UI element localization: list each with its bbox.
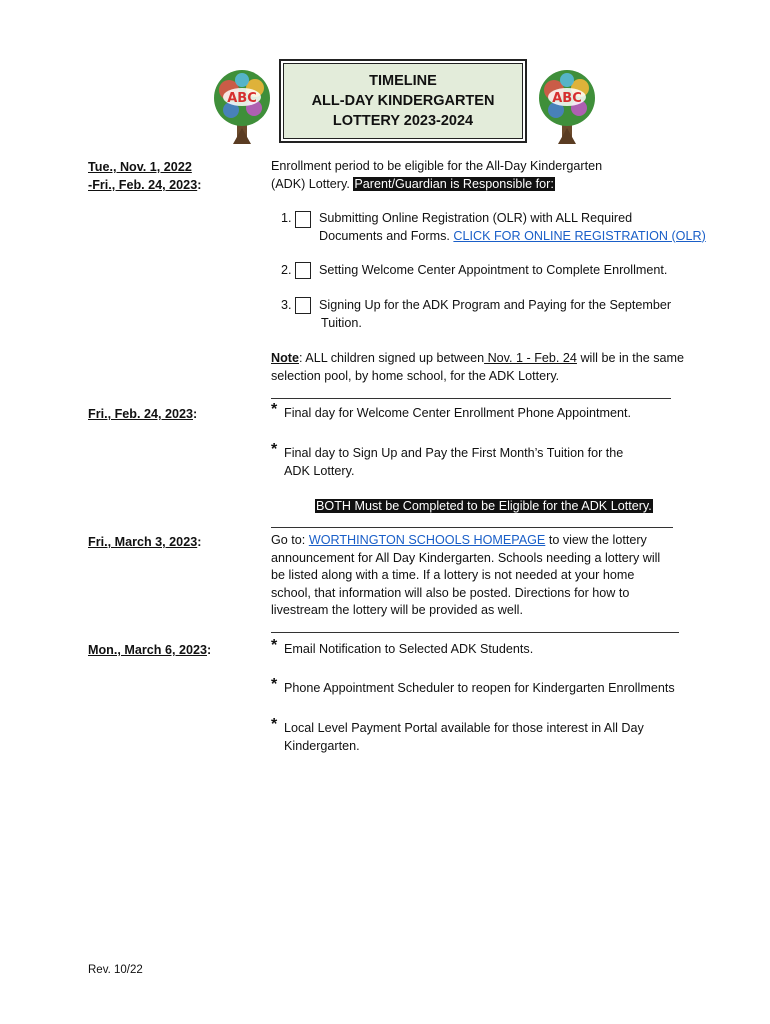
final-day-welcome-center: Final day for Welcome Center Enrollment Phone Appointment. bbox=[284, 406, 631, 420]
responsibility-highlight: Parent/Guardian is Responsible for: bbox=[354, 176, 554, 191]
step-2-checkbox[interactable] bbox=[295, 262, 311, 279]
email-notification: Email Notification to Selected ADK Students. bbox=[284, 642, 534, 656]
bullet-icon: * bbox=[271, 716, 278, 733]
svg-text:ABC: ABC bbox=[227, 91, 257, 106]
online-registration-link[interactable]: CLICK FOR ONLINE REGISTRATION (OLR) bbox=[453, 228, 706, 243]
title-line-2: ALL-DAY KINDERGARTEN bbox=[311, 93, 495, 109]
step-2-text: Setting Welcome Center Appointment to Complete Enrollment. bbox=[319, 263, 668, 277]
worthington-homepage-link[interactable]: WORTHINGTON SCHOOLS HOMEPAGE bbox=[308, 533, 546, 547]
bullet-icon: * bbox=[271, 401, 278, 418]
step-3-number: 3. bbox=[281, 298, 292, 312]
step-1-text: Submitting Online Registration (OLR) with ALL Required Documents and Forms. CLICK FOR ONLINE REGISTRATION (OLR) bbox=[319, 211, 706, 243]
date-final-day: Fri., Feb. 24, 2023: bbox=[88, 407, 198, 421]
date-notification: Mon., March 6, 2023: bbox=[88, 643, 212, 657]
step-3-checkbox[interactable] bbox=[295, 297, 311, 314]
date-enrollment-period: Tue., Nov. 1, 2022 -Fri., Feb. 24, 2023: bbox=[88, 160, 202, 192]
abc-tree-right-icon bbox=[534, 68, 600, 146]
bullet-icon: * bbox=[271, 637, 278, 654]
step-1-checkbox[interactable] bbox=[295, 211, 311, 228]
divider bbox=[271, 527, 673, 528]
enrollment-intro: Enrollment period to be eligible for the All-Day Kindergarten (ADK) Lottery. Parent/Guardian is Responsible for: bbox=[271, 159, 603, 191]
title-inner bbox=[283, 63, 523, 139]
abc-tree-left-icon bbox=[209, 68, 275, 146]
bullet-icon: * bbox=[271, 441, 278, 458]
step-3-text: Signing Up for the ADK Program and Paying for the September Tuition. bbox=[319, 298, 672, 330]
lottery-announcement-text: Go to: WORTHINGTON SCHOOLS HOMEPAGE to view the lottery announcement for All Day Kindergarten. Schools needing a lottery will be listed along with a time. If a lottery is not needed at your home school, that information will also be posted. Directions for how to livestream the lottery will be provided as well. bbox=[271, 533, 661, 617]
divider bbox=[271, 398, 671, 399]
bullet-icon: * bbox=[271, 676, 278, 693]
payment-portal: Local Level Payment Portal available for those interest in All Day Kindergarten. bbox=[284, 721, 644, 753]
title-line-3: LOTTERY 2023-2024 bbox=[332, 113, 474, 129]
step-2-number: 2. bbox=[281, 263, 292, 277]
divider bbox=[271, 632, 679, 633]
final-day-tuition: Final day to Sign Up and Pay the First Month’s Tuition for the ADK Lottery. bbox=[284, 446, 624, 478]
phone-scheduler: Phone Appointment Scheduler to reopen for Kindergarten Enrollments bbox=[284, 681, 675, 695]
svg-text:ABC: ABC bbox=[552, 91, 582, 106]
revision-footer: Rev. 10/22 bbox=[88, 964, 143, 976]
date-lottery-announcement: Fri., March 3, 2023: bbox=[88, 535, 202, 549]
step-1-number: 1. bbox=[281, 211, 292, 225]
title-line-1: TIMELINE bbox=[369, 73, 437, 89]
title-box bbox=[279, 59, 527, 143]
note-paragraph: Note: ALL children signed up between Nov. 1 - Feb. 24 will be in the same selection pool, by home school, for the ADK Lottery. bbox=[271, 351, 685, 383]
both-notice: BOTH Must be Completed to be Eligible for the ADK Lottery. bbox=[316, 499, 652, 513]
